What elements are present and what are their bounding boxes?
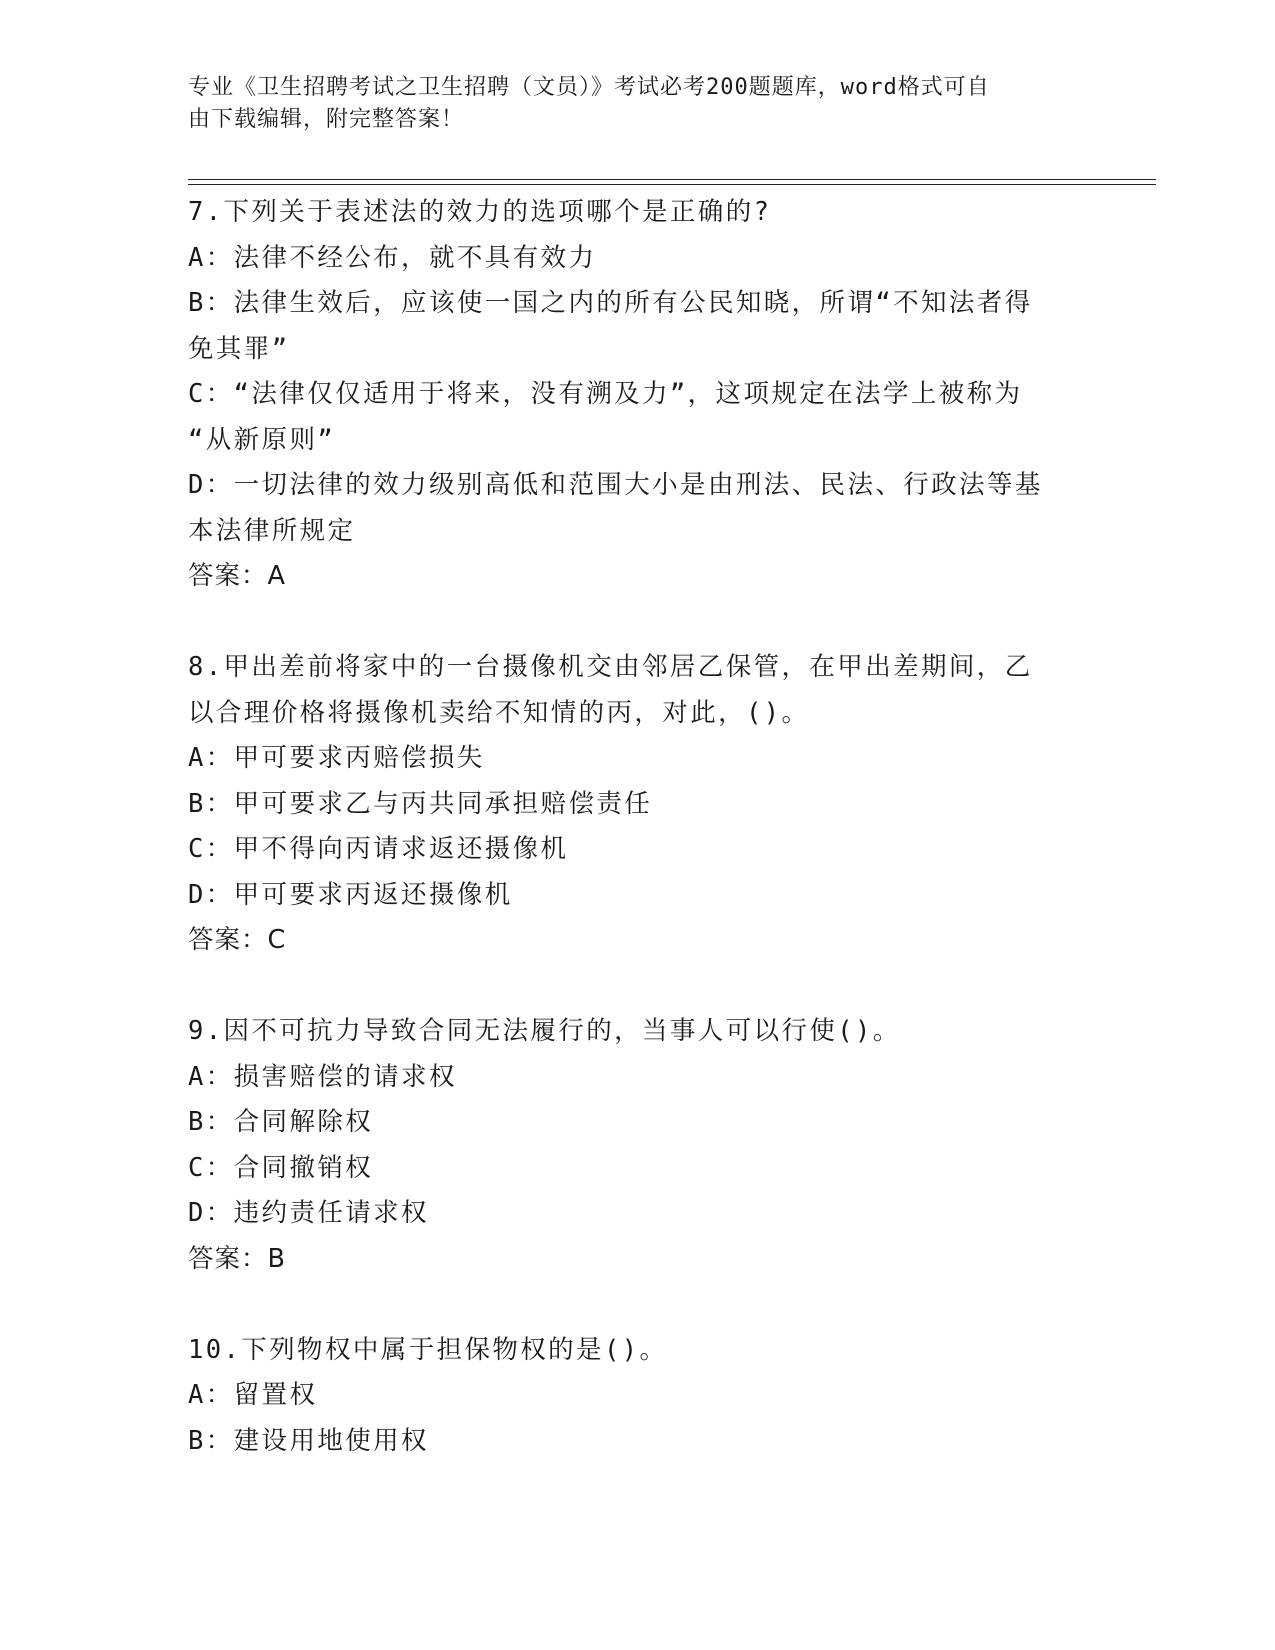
header-divider-bottom	[188, 184, 1156, 185]
answer: 答案：A	[188, 561, 286, 591]
option-a: A：法律不经公布，就不具有效力	[188, 242, 597, 273]
header-line-1: 专业《卫生招聘考试之卫生招聘（文员）》考试必考200题题库，word格式可自	[188, 75, 990, 100]
option-c: C：甲不得向丙请求返还摄像机	[188, 834, 569, 864]
question-8	[188, 645, 1088, 964]
document-header	[188, 72, 1068, 136]
spacer	[188, 964, 1088, 1010]
option-d: D：甲可要求丙返还摄像机	[188, 879, 513, 910]
option-b: B：甲可要求乙与丙共同承担赔偿责任	[188, 788, 653, 819]
option-b: B：建设用地使用权	[188, 1425, 429, 1456]
option-c-continued: “从新原则”	[188, 424, 336, 455]
question-stem: 8.甲出差前将家中的一台摄像机交由邻居乙保管，在甲出差期间，乙	[188, 652, 1033, 682]
option-a: A：损害赔偿的请求权	[188, 1061, 457, 1092]
question-stem: 9.因不可抗力导致合同无法履行的，当事人可以行使()。	[188, 1016, 901, 1046]
question-stem-continued: 以合理价格将摄像机卖给不知情的丙，对此，()。	[188, 697, 810, 728]
header-divider-top	[188, 179, 1156, 180]
question-list	[188, 190, 1088, 1464]
answer: 答案：B	[188, 1243, 286, 1274]
spacer	[188, 600, 1088, 646]
option-b-continued: 免其罪”	[188, 333, 290, 364]
option-d: D：一切法律的效力级别高低和范围大小是由刑法、民法、行政法等基	[188, 470, 1043, 500]
option-c: C：合同撤销权	[188, 1152, 374, 1183]
option-a: A：甲可要求丙赔偿损失	[188, 743, 485, 773]
spacer	[188, 1282, 1088, 1328]
option-d-continued: 本法律所规定	[188, 515, 356, 546]
option-a: A：留置权	[188, 1380, 318, 1410]
question-stem: 10.下列物权中属于担保物权的是()。	[188, 1334, 668, 1365]
question-stem: 7.下列关于表述法的效力的选项哪个是正确的?	[188, 197, 772, 227]
question-10	[188, 1328, 1088, 1465]
header-line-2: 由下载编辑，附完整答案！	[188, 107, 465, 132]
option-b: B：合同解除权	[188, 1107, 374, 1137]
option-d: D：违约责任请求权	[188, 1198, 429, 1228]
question-9	[188, 1009, 1088, 1282]
answer: 答案：C	[188, 925, 287, 955]
question-7	[188, 190, 1088, 600]
option-b: B：法律生效后，应该使一国之内的所有公民知晓，所谓“不知法者得	[188, 288, 1033, 318]
option-c: C：“法律仅仅适用于将来，没有溯及力”，这项规定在法学上被称为	[188, 379, 1023, 409]
